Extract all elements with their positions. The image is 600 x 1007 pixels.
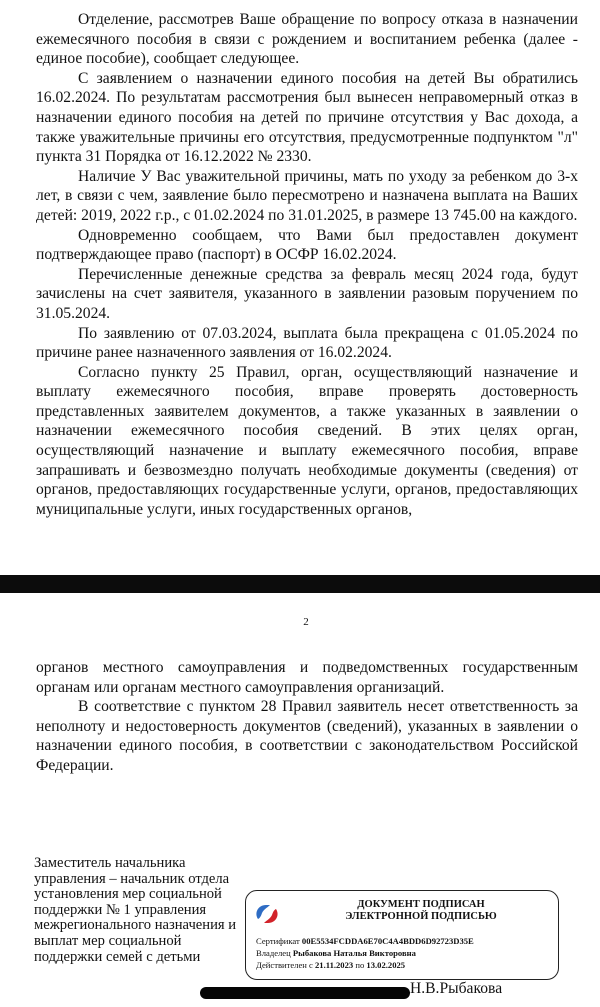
letter-body-continued: [36, 658, 578, 776]
owner-line: Владелец Рыбакова Наталья Викторовна: [256, 948, 416, 958]
paragraph: Одновременно сообщаем, что Вами был предоставлен документ подтверждающее право (паспорт) в ОСФР 16.02.2024.: [36, 226, 578, 264]
letter-body: [36, 10, 578, 519]
stamp-title: ДОКУМЕНТ ПОДПИСАН ЭЛЕКТРОННОЙ ПОДПИСЬЮ: [345, 899, 497, 922]
signer-position: Заместитель начальника управления – начальник отдела установления мер социальной поддержки № 1 управления межрегионального назначения и выплат мер социальной поддержки семей с детьми: [34, 855, 237, 965]
signer-name: Н.В.Рыбакова: [410, 980, 503, 997]
paragraph: С заявлением о назначении единого пособия на детей Вы обратились 16.02.2024. По результатам рассмотрения был вынесен неправомерный отказ в назначении единого пособия на детей по причине отсутствия у Вас дохода, а также уважительные причины его отсутствия, предусмотренные подпунктом "л" пункта 31 Порядка от 16.12.2022 № 2330.: [36, 69, 578, 166]
paragraph: В соответствие с пунктом 28 Правил заявитель несет ответственность за неполноту и недостоверность документов (сведений), указанных в заявлении о назначении единого пособия, в соответствии с законодательством Российской Федерации.: [36, 698, 578, 774]
paragraph: Согласно пункту 25 Правил, орган, осуществляющий назначение и выплату ежемесячного пособия, вправе проверять достоверность представленных заявителем документов, а также указанных в заявлении о назначении ежемесячного пособия сведений. В этих целях орган, осуществляющий назначение и выплату ежемесячного пособия, вправе запрашивать и безвозмездно получать необходимые документы (сведения) от органов, предоставляющих государственные услуги, органов, предоставляющих муниципальные услуги, иных государственных органов,: [36, 363, 578, 518]
page-separator: [0, 575, 600, 593]
paragraph: По заявлению от 07.03.2024, выплата была прекращена с 01.05.2024 по причине ранее назначенного заявления от 16.02.2024.: [36, 324, 578, 362]
stamp-details: [256, 935, 552, 971]
redaction-mark: [200, 987, 410, 999]
paragraph-continuation: органов местного самоуправления и подведомственных государственным органам или органам местного самоуправления организаций.: [36, 659, 578, 696]
sfr-logo-icon: [252, 899, 282, 929]
page-number: 2: [303, 616, 309, 628]
paragraph: Отделение, рассмотрев Ваше обращение по вопросу отказа в назначении ежемесячного пособия в связи с рождением и воспитанием ребенка (далее - единое пособие), сообщает следующее.: [36, 11, 578, 68]
paragraph: Перечисленные денежные средства за февраль месяц 2024 года, будут зачислены на счет заявителя, указанного в заявлении разовым поручением по 31.05.2024.: [36, 265, 578, 322]
electronic-signature-stamp: [245, 890, 559, 980]
validity-line: Действителен с 21.11.2023 по 13.02.2025: [256, 960, 406, 970]
certificate-line: Сертификат 00E5534FCDDA6E70C4A4BDD6D92723D35E: [256, 936, 474, 946]
paragraph: Наличие У Вас уважительной причины, мать по уходу за ребенком до 3-х лет, в связи с чем, заявление было пересмотрено и назначена выплата на Ваших детей: 2019, 2022 г.р., с 01.02.2024 по 31.01.2025, в размере 13 745.00 на каждого.: [36, 167, 578, 224]
